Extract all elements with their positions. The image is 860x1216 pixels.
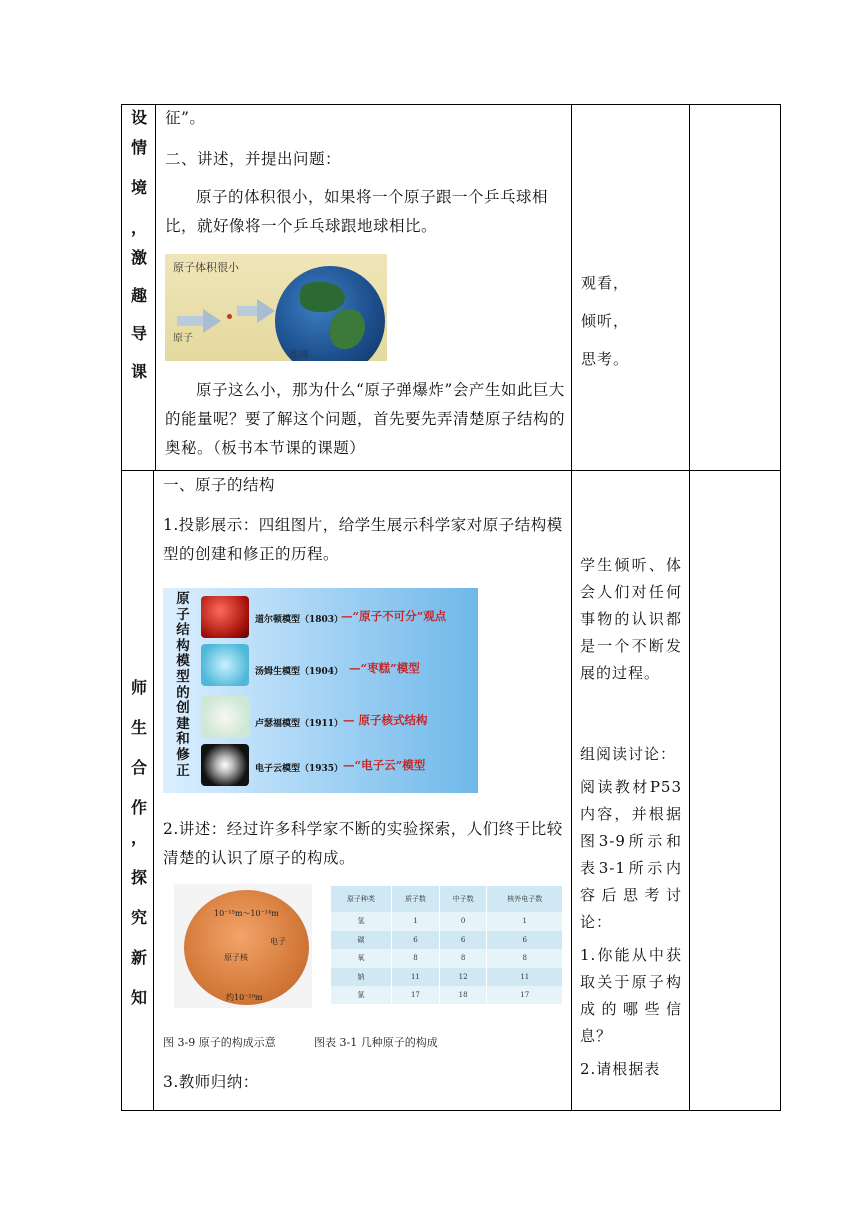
section-heading: 一、原子的结构 <box>163 476 276 494</box>
student-activity-2: 学生倾听、体会人们对任何事物的认识都是一个不断发展的过程。 组阅读讨论： 阅读教材P53内容，并根据图3-9所示和表3-1所示内容后思考讨论： 1.你能从中获取关于原子构成的哪些信息？ 2.请根据表 <box>580 556 682 1078</box>
section-label-1: 设 情 境 ， 激 趣 导 课 <box>130 108 147 381</box>
paragraph-5: 1.投影展示：四组图片，给学生展示科学家对原子结构模型的创建和修正的历程。 <box>163 516 563 563</box>
col-border-2 <box>571 104 572 1111</box>
paragraph-3: 原子的体积很小，如果将一个原子跟一个乒乓球相比，就好像将一个乒乓球跟地球相比。 <box>165 188 549 235</box>
paragraph-1: 征”。 <box>165 109 206 127</box>
col-border-3 <box>689 104 690 1111</box>
atom-composition-table-image: 原子种类 质子数 中子数 核外电子数 氢 1 0 1 碳 6 6 6 氧 8 8 8 钠 11 12 11 氯 17 18 17 <box>331 886 563 1004</box>
paragraph-4: 原子这么小，那为什么“原子弹爆炸”会产生如此巨大的能量呢？要了解这个问题，首先要先弄清楚原子结构的奥秘。（板书本节课的课题） <box>165 381 566 457</box>
student-activity-1: 观看， 倾听， 思考。 <box>581 274 630 368</box>
atom-structure-image: 10⁻¹⁵m～10⁻¹⁴m 原子核 电子 约10⁻¹⁰m <box>174 884 312 1008</box>
table-bottom-border <box>121 1110 781 1111</box>
atom-models-image: 原子结构模型的创建和修正 道尔顿模型（1803） —“原子不可分”观点 汤姆生模型（1904） —“枣糕”模型 卢瑟福模型（1911） — 原子核式结构 电子云模型（1935） —“电子云”模型 <box>163 588 478 793</box>
paragraph-7: 3.教师归纳： <box>163 1073 259 1091</box>
section-label-2: 师 生 合 作 ， 探 究 新 知 <box>130 678 147 1007</box>
col-border-1 <box>155 104 156 470</box>
paragraph-6: 2.讲述：经过许多科学家不断的实验探索，人们终于比较清楚的认识了原子的构成。 <box>163 820 563 867</box>
col-border-right <box>780 104 781 1111</box>
col-border-left <box>121 104 122 1111</box>
atom-earth-image: 原子体积很小 原子 地球 <box>165 254 387 361</box>
caption-figure: 图 3-9 原子的构成示意 <box>163 1036 276 1049</box>
caption-table: 图表 3-1 几种原子的构成 <box>314 1036 438 1049</box>
paragraph-2: 二、讲述，并提出问题： <box>165 150 342 168</box>
